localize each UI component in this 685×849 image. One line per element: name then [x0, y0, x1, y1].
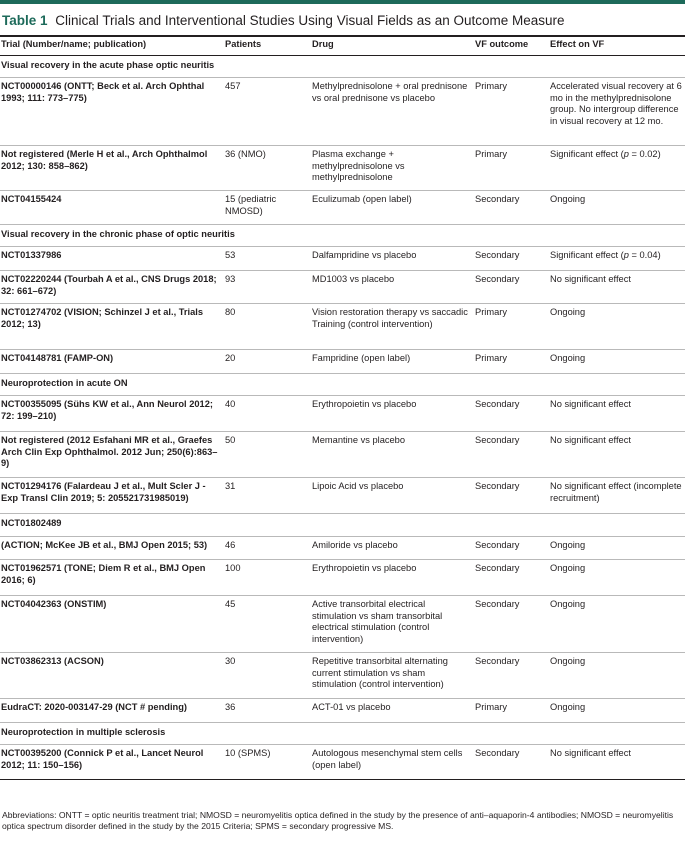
patients-cell: 40	[225, 399, 236, 409]
outcome-cell: Primary	[475, 307, 508, 317]
effect-cell: Ongoing	[550, 194, 586, 204]
header-drug: Drug	[312, 39, 334, 50]
effect-cell: Ongoing	[550, 353, 586, 363]
p-symbol: p	[623, 250, 629, 260]
patients-cell: 457	[225, 81, 241, 91]
effect-cell: No significant effect	[550, 748, 631, 758]
patients-cell: 46	[225, 540, 236, 550]
trial-cell: NCT03862313 (ACSON)	[1, 656, 104, 666]
table-row	[0, 596, 685, 653]
outcome-cell: Secondary	[475, 481, 520, 491]
header-effect-on-vf: Effect on VF	[550, 39, 605, 50]
outcome-cell: Secondary	[475, 599, 520, 609]
effect-cell: Ongoing	[550, 563, 586, 573]
effect-value: = 0.02)	[628, 149, 661, 159]
outcome-cell: Primary	[475, 702, 508, 712]
table-title	[2, 12, 565, 30]
trial-cell: NCT00395200 (Connick P et al., Lancet Neurol 2012; 11: 150–156)	[1, 748, 204, 770]
table-row	[0, 699, 685, 723]
section-row	[0, 723, 685, 745]
table-row	[0, 78, 685, 146]
drug-cell: Erythropoietin vs placebo	[312, 563, 417, 573]
outcome-cell: Primary	[475, 149, 508, 159]
section-heading: Neuroprotection in acute ON	[1, 378, 128, 388]
trial-cell: NCT01274702 (VISION; Schinzel J et al., Trials 2012; 13)	[1, 307, 204, 329]
patients-cell: 10 (SPMS)	[225, 748, 271, 758]
effect-text: Significant effect (	[550, 149, 624, 159]
table-row	[0, 560, 685, 596]
outcome-cell: Secondary	[475, 250, 520, 260]
section-row	[0, 225, 685, 247]
outcome-cell: Primary	[475, 81, 508, 91]
drug-cell: Plasma exchange + methylprednisolone vs methylprednisolone	[312, 149, 405, 182]
patients-cell: 36	[225, 702, 236, 712]
section-heading: Visual recovery in the chronic phase of optic neuritis	[1, 229, 235, 239]
trial-cell: NCT04155424	[1, 194, 62, 204]
table-footnote: Abbreviations: ONTT = optic neuritis treatment trial; NMOSD = neuromyelitis optica defined in the study by the presence of anti–aquaporin-4 antibodies; NMOSD = neuromyelitis optica spectrum disorder defined in the study by the 2015 Criteria; SPMS = secondary progressive MS.	[2, 810, 674, 831]
table-row	[0, 304, 685, 350]
table-row	[0, 432, 685, 478]
outcome-cell: Secondary	[475, 399, 520, 409]
outcome-cell: Secondary	[475, 274, 520, 284]
effect-cell: Ongoing	[550, 599, 586, 609]
effect-cell: No significant effect	[550, 274, 631, 284]
patients-cell: 80	[225, 307, 236, 317]
trial-cell: NCT01962571 (TONE; Diem R et al., BMJ Open 2016; 6)	[1, 563, 206, 585]
drug-cell: Fampridine (open label)	[312, 353, 411, 363]
patients-cell: 30	[225, 656, 236, 666]
drug-cell: Methylprednisolone + oral prednisone vs oral prednisone vs placebo	[312, 81, 468, 103]
patients-cell: 20	[225, 353, 236, 363]
table-header-row	[0, 35, 685, 56]
p-symbol: p	[623, 149, 629, 159]
effect-cell	[550, 247, 685, 270]
outcome-cell: Secondary	[475, 656, 520, 666]
effect-cell: No significant effect	[550, 435, 631, 445]
effect-cell: Ongoing	[550, 307, 586, 317]
trial-cell: NCT01294176 (Falardeau J et al., Mult Scler J - Exp Transl Clin 2019; 5: 205521731985019)	[1, 481, 206, 503]
patients-cell: 36 (NMO)	[225, 149, 266, 159]
table-row	[0, 745, 685, 780]
patients-cell: 93	[225, 274, 236, 284]
header-trial: Trial (Number/name; publication)	[1, 39, 147, 50]
trial-cell: NCT00000146 (ONTT; Beck et al. Arch Ophthal 1993; 111: 773–775)	[1, 81, 205, 103]
drug-cell: Eculizumab (open label)	[312, 194, 412, 204]
effect-cell: Ongoing	[550, 656, 586, 666]
effect-value: = 0.04)	[628, 250, 661, 260]
drug-cell: Repetitive transorbital alternating current stimulation vs sham stimulation (control intervention)	[312, 656, 448, 689]
drug-line-2: Training (control intervention)	[312, 318, 433, 329]
patients-cell: 53	[225, 250, 236, 260]
patients-cell: 15 (pediatric NMOSD)	[225, 194, 277, 216]
effect-cell: No significant effect (incomplete recruitment)	[550, 481, 682, 503]
effect-cell	[550, 146, 685, 190]
table-caption: Clinical Trials and Interventional Studies Using Visual Fields as an Outcome Measure	[55, 13, 565, 28]
section-heading: NCT01802489	[1, 518, 62, 528]
drug-cell: ACT-01 vs placebo	[312, 702, 391, 712]
patients-cell: 31	[225, 481, 236, 491]
patients-cell: 45	[225, 599, 236, 609]
section-row	[0, 514, 685, 537]
trial-cell: NCT04042363 (ONSTIM)	[1, 599, 107, 609]
drug-line: Vision restoration therapy vs saccadic	[312, 307, 468, 317]
trial-cell: NCT02220244 (Tourbah A et al., CNS Drugs 2018; 32: 661–672)	[1, 274, 217, 296]
drug-cell: Dalfampridine vs placebo	[312, 250, 417, 260]
table-row	[0, 653, 685, 699]
trials-table	[0, 35, 685, 780]
table-row	[0, 478, 685, 514]
section-row	[0, 374, 685, 396]
table-row	[0, 271, 685, 304]
drug-cell: MD1003 vs placebo	[312, 274, 395, 284]
drug-cell: Autologous mesenchymal stem cells (open label)	[312, 748, 463, 770]
drug-cell	[312, 304, 475, 349]
effect-cell: Ongoing	[550, 540, 586, 550]
table-row	[0, 537, 685, 560]
outcome-cell: Secondary	[475, 748, 520, 758]
patients-cell: 50	[225, 435, 236, 445]
outcome-cell: Secondary	[475, 563, 520, 573]
drug-cell: Erythropoietin vs placebo	[312, 399, 417, 409]
table-row	[0, 146, 685, 191]
section-heading: Visual recovery in the acute phase optic neuritis	[1, 60, 215, 70]
trial-cell: Not registered (Merle H et al., Arch Ophthalmol 2012; 130: 858–862)	[1, 149, 208, 171]
trial-cell: EudraCT: 2020-003147-29 (NCT # pending)	[1, 702, 187, 712]
trial-cell: Not registered (2012 Esfahani MR et al., Graefes Arch Clin Exp Ophthalmol. 2012 Jun; 250(6):863–9)	[1, 435, 218, 468]
outcome-cell: Secondary	[475, 435, 520, 445]
effect-cell: No significant effect	[550, 399, 631, 409]
trial-cell: (ACTION; McKee JB et al., BMJ Open 2015; 53)	[1, 540, 208, 550]
drug-cell: Lipoic Acid vs placebo	[312, 481, 404, 491]
patients-cell: 100	[225, 563, 241, 573]
table-row	[0, 350, 685, 374]
effect-text: Significant effect (	[550, 250, 624, 260]
outcome-cell: Primary	[475, 353, 508, 363]
drug-cell: Amiloride vs placebo	[312, 540, 398, 550]
effect-cell: Accelerated visual recovery at 6 mo in the methylprednisolone group. No intergroup difference in visual recovery at 12 mo.	[550, 81, 682, 126]
trial-cell: NCT00355095 (Sühs KW et al., Ann Neurol 2012; 72: 199–210)	[1, 399, 213, 421]
outcome-cell: Secondary	[475, 540, 520, 550]
header-patients: Patients	[225, 39, 262, 50]
table-row	[0, 247, 685, 271]
header-vf-outcome: VF outcome	[475, 39, 529, 50]
drug-cell: Memantine vs placebo	[312, 435, 406, 445]
table-label: Table 1	[2, 13, 48, 28]
section-heading: Neuroprotection in multiple sclerosis	[1, 727, 166, 737]
outcome-cell: Secondary	[475, 194, 520, 204]
drug-cell: Active transorbital electrical stimulation vs sham transorbital electrical stimulation (control intervention)	[312, 599, 443, 644]
trial-cell: NCT01337986	[1, 250, 62, 260]
effect-cell: Ongoing	[550, 702, 586, 712]
trial-cell: NCT04148781 (FAMP-ON)	[1, 353, 114, 363]
table-row	[0, 191, 685, 225]
top-accent-rule	[0, 0, 685, 4]
table-row	[0, 396, 685, 432]
section-row	[0, 56, 685, 78]
